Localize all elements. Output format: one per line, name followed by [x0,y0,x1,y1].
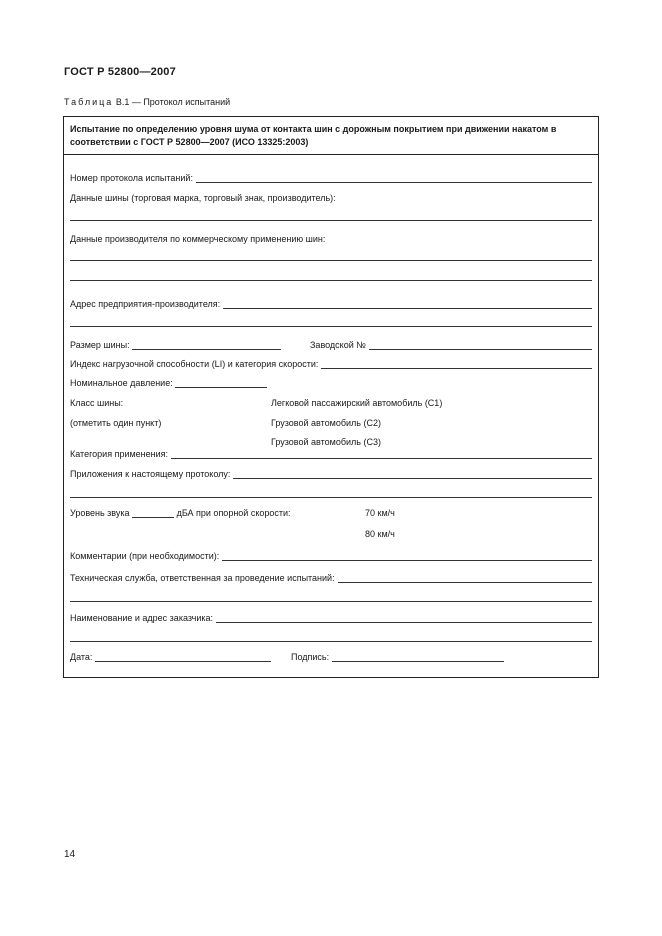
load-index-label: Индекс нагрузочной способности (LI) и категория скорости: [70,359,319,369]
comments-row [70,549,592,563]
speed-70-label: 70 км/ч [365,508,395,518]
customer-field[interactable] [216,612,592,623]
tire-class-label: Класс шины: [70,398,124,408]
tire-class-c3-option[interactable]: Грузовой автомобиль (С3) [271,437,381,447]
load-index-row [70,357,592,371]
page-number: 14 [64,849,76,860]
manufacturer-address-label: Адрес предприятия-производителя: [70,299,221,309]
manufacturer-address-field-2[interactable] [70,326,592,327]
manufacturer-data-field-2[interactable] [70,280,592,281]
signature-row [291,650,504,664]
manufacturer-data-label: Данные производителя по коммерческому применению шин: [70,234,326,244]
serial-number-label: Заводской № [310,340,366,350]
form-title: Испытание по определению уровня шума от контакта шин с дорожным покрытием при движении накатом в соответствии с ГОСТ Р 52800—2007 (ИСО 13325:2003) [64,117,598,155]
technical-service-row [70,571,592,585]
nominal-pressure-label: Номинальное давление: [70,378,173,388]
protocol-number-label: Номер протокола испытаний: [70,173,193,183]
manufacturer-data-field-1[interactable] [70,260,592,261]
load-index-field[interactable] [321,358,592,369]
tire-data-label: Данные шины (торговая марка, торговый знак, производитель): [70,193,336,203]
tire-class-hint: (отметить один пункт) [70,418,162,428]
protocol-number-row [70,171,592,185]
test-protocol-form [63,116,599,678]
serial-number-row [310,338,592,352]
usage-category-field[interactable] [171,448,592,459]
serial-number-field[interactable] [369,339,592,350]
sound-level-label: Уровень звука [70,508,130,518]
comments-label: Комментарии (при необходимости): [70,551,220,561]
usage-category-row [70,447,592,461]
usage-category-label: Категория применения: [70,449,169,459]
attachments-row [70,467,592,481]
date-label: Дата: [70,652,93,662]
tire-class-c2-option[interactable]: Грузовой автомобиль (С2) [271,418,381,428]
technical-service-field-2[interactable] [70,601,592,602]
tire-class-c1-option[interactable]: Легковой пассажирский автомобиль (С1) [271,398,443,408]
sound-level-row [70,506,291,520]
technical-service-label: Техническая служба, ответственная за проведение испытаний: [70,573,335,583]
tire-size-label: Размер шины: [70,340,130,350]
tire-size-row [70,338,281,352]
speed-80-label: 80 км/ч [365,529,395,539]
customer-field-2[interactable] [70,641,592,642]
date-field[interactable] [95,651,271,662]
customer-label: Наименование и адрес заказчика: [70,613,214,623]
signature-label: Подпись: [291,652,330,662]
attachments-label: Приложения к настоящему протоколу: [70,469,231,479]
manufacturer-address-row [70,297,592,311]
customer-row [70,611,592,625]
table-caption [64,97,230,107]
sound-level-field[interactable] [132,507,174,518]
tire-size-field[interactable] [132,339,281,350]
tire-data-field[interactable] [70,220,592,221]
signature-field[interactable] [332,651,504,662]
technical-service-field[interactable] [338,572,592,583]
attachments-field[interactable] [233,468,592,479]
table-caption-word: Таблица [64,97,114,107]
attachments-field-2[interactable] [70,497,592,498]
nominal-pressure-row [70,376,267,390]
protocol-number-field[interactable] [196,172,592,183]
manufacturer-address-field[interactable] [223,298,592,309]
table-caption-text: В.1 — Протокол испытаний [115,97,231,107]
sound-level-unit-label: дБА при опорной скорости: [176,508,291,518]
document-header: ГОСТ Р 52800—2007 [64,66,176,78]
nominal-pressure-field[interactable] [175,377,267,388]
date-row [70,650,271,664]
comments-field[interactable] [222,550,592,561]
